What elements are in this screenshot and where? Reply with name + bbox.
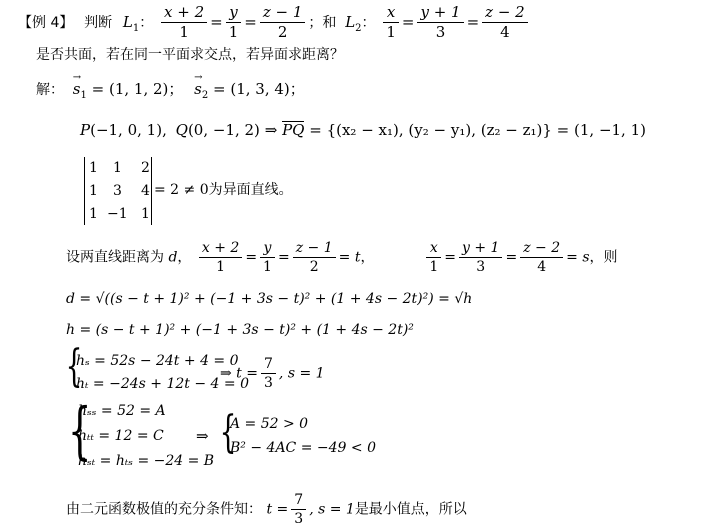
line-l1-sub: 1 xyxy=(132,22,140,34)
result-suffix: , s = 1 xyxy=(278,365,325,382)
system2-row2: hₜₜ = 12 = C xyxy=(78,428,164,444)
question-text: 是否共面，若在同一平面求交点，若异面求距离？ xyxy=(36,47,344,63)
point-p-coord: (−1, 0, 1), xyxy=(90,121,167,139)
vector-s1-value: = (1, 1, 2)； xyxy=(91,80,184,98)
final-s: , s = 1 xyxy=(309,501,355,518)
param-frac: $\frac{z - 1}{2}$ xyxy=(293,240,336,275)
system2-brace: { xyxy=(67,394,92,467)
comma: ， xyxy=(177,249,192,266)
eq1-frac1: $\frac{x + 2}{1}$ xyxy=(161,4,207,42)
det-cell: 1 xyxy=(89,183,98,199)
param-frac: $\frac{z - 2}{4}$ xyxy=(520,240,563,275)
line-l2-sub: 2 xyxy=(355,22,362,34)
vector-s1-sub: 1 xyxy=(80,90,87,101)
eq2-frac3: $\frac{z - 2}{4}$ xyxy=(482,4,528,42)
eq2-frac1: $\frac{x}{1}$ xyxy=(383,4,399,42)
direction-vectors xyxy=(36,82,305,101)
system1-result xyxy=(220,356,325,391)
colon-1: ： xyxy=(139,14,154,31)
tail: ，则 xyxy=(589,249,618,266)
system1-row2: hₜ = −24s + 12t − 4 = 0 xyxy=(76,376,249,392)
distance-symbol: d xyxy=(168,249,178,266)
point-q-coord: (0, −1, 2) xyxy=(187,121,260,139)
vector-s2-sub: 2 xyxy=(201,90,209,101)
det-cell: 2 xyxy=(141,160,150,176)
t-frac: $\frac{7}{3}$ xyxy=(261,356,276,391)
det-cell: 1 xyxy=(141,206,150,222)
vector-s2-value: = (1, 3, 4)； xyxy=(213,80,305,98)
line-l2-name: L xyxy=(345,12,356,31)
system2-row3: hₛₜ = hₜₛ = −24 = B xyxy=(78,453,215,469)
line-l1-name: L xyxy=(122,12,133,31)
param-frac: $\frac{x}{1}$ xyxy=(426,240,441,275)
det-cell: 1 xyxy=(113,160,122,176)
h-formula: h = (s − t + 1)² + (−1 + 3s − t)² + (1 + 4s − 2t)² xyxy=(66,322,414,338)
result-prefix: ⇒ t = xyxy=(220,365,258,382)
eq1-frac2: $\frac{y}{1}$ xyxy=(226,4,242,42)
distance-formula: d = √((s − t + 1)² + (−1 + 3s − t)² + (1 + 4s − 2t)²) = √h xyxy=(66,291,473,307)
eq1-frac3: $\frac{z - 1}{2}$ xyxy=(260,4,306,42)
param-frac: $\frac{x + 2}{1}$ xyxy=(199,240,242,275)
system2-row1: hₛₛ = 52 = A xyxy=(78,403,166,419)
final-text: 由二元函数极值的充分条件知： xyxy=(66,501,262,518)
param-frac: $\frac{y}{1}$ xyxy=(260,240,275,275)
param-frac: $\frac{y + 1}{3}$ xyxy=(459,240,502,275)
system1-row1: hₛ = 52s − 24t + 4 = 0 xyxy=(76,353,239,369)
det-cell: 1 xyxy=(89,206,98,222)
example-header: 【例 4】 判断 $L_1$： $\frac{x + 2}{1}$ = $\frac{y}{1}$ = $\frac{z - 1}{2}$ ；和 $L_2$： $\frac{x}{1}$ = $\frac{y + 1}{3}$ = $\frac{z - 2}{4}$ xyxy=(18,4,531,42)
det-conclusion: 为异面直线。 xyxy=(208,182,293,198)
det-cell: 4 xyxy=(141,183,150,199)
judge-text: 判断 xyxy=(84,14,113,31)
semi-and: ；和 xyxy=(308,14,337,31)
system2-arrow: ⇒ xyxy=(196,427,209,445)
system2-result1: A = 52 > 0 xyxy=(230,416,309,432)
final-t-frac: $\frac{7}{3}$ xyxy=(291,492,306,527)
vector-s1: → s xyxy=(73,82,81,97)
determinant-result xyxy=(154,183,293,197)
det-cell: 3 xyxy=(113,183,122,199)
vector-pq: PQ xyxy=(282,121,305,139)
implies-arrow: ⇒ xyxy=(264,121,278,139)
param-s: s xyxy=(582,249,590,266)
eq2-frac2: $\frac{y + 1}{3}$ xyxy=(417,4,463,42)
det-cell: 1 xyxy=(89,160,98,176)
point-p: P xyxy=(80,121,91,139)
param-t: t xyxy=(354,249,361,266)
solution-label: 解： xyxy=(36,82,64,98)
pq-line xyxy=(80,121,646,138)
final-tail: 是最小值点，所以 xyxy=(354,501,467,518)
tail: ， xyxy=(360,249,375,266)
system2-result2: B² − 4AC = −49 < 0 xyxy=(230,440,376,456)
system2-result-brace: { xyxy=(219,407,237,458)
colon-2: ： xyxy=(361,14,376,31)
point-q: Q xyxy=(175,121,188,139)
vector-s2: → s xyxy=(194,82,202,97)
det-value: = 2 ≠ 0 xyxy=(154,182,209,198)
det-cell: −1 xyxy=(107,206,128,222)
system1-brace: { xyxy=(65,341,83,392)
distance-intro: 设两直线距离为 d， $\frac{x + 2}{1}$ = $\frac{y}{1}$ = $\frac{z - 1}{2}$ = t， $\frac{x}{1}$ = $\frac{y + 1}{3}$ = $\frac{z - 2}{4}$ = s，则 xyxy=(66,240,618,276)
distance-text: 设两直线距离为 xyxy=(66,249,164,266)
pq-components: = {(x₂ − x₁), (y₂ − y₁), (z₂ − z₁)} = (1, −1, 1) xyxy=(309,121,646,139)
final-t: t = xyxy=(266,501,289,518)
example-label: 【例 4】 xyxy=(18,14,74,31)
